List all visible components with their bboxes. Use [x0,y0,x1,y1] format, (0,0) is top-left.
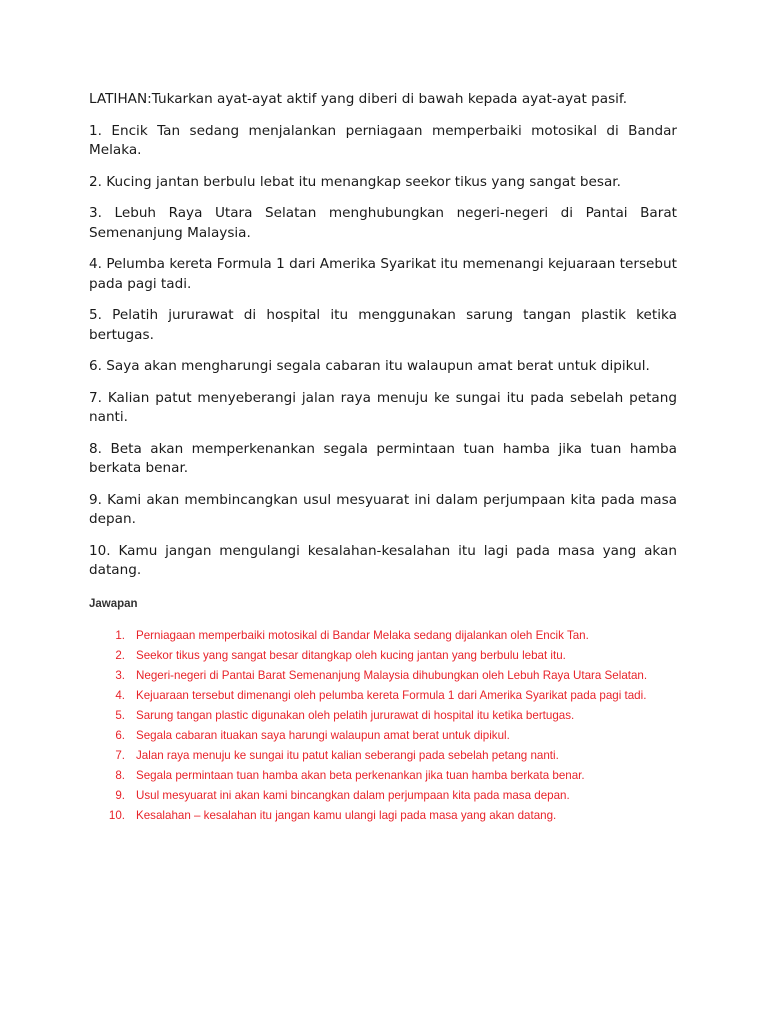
question-3: 3. Lebuh Raya Utara Selatan menghubungkan negeri-negeri di Pantai Barat Semenanjung Malaysia. [89,205,677,241]
question-6: 6. Saya akan mengharungi segala cabaran itu walaupun amat berat untuk dipikul. [89,358,650,374]
answer-text: Sarung tangan plastic digunakan oleh pelatih jururawat di hospital itu ketika bertugas. [136,709,575,722]
answer-text: Kejuaraan tersebut dimenangi oleh pelumba kereta Formula 1 dari Amerika Syarikat pada pagi tadi. [136,689,647,702]
answer-number: 9. [115,789,125,802]
answer-text: Negeri-negeri di Pantai Barat Semenanjung Malaysia dihubungkan oleh Lebuh Raya Utara Selatan. [136,669,648,682]
answer-item [89,626,679,646]
answer-number: 3. [115,669,125,682]
answer-number: 5. [115,709,125,722]
answer-text: Segala permintaan tuan hamba akan beta perkenankan jika tuan hamba berkata benar. [136,769,585,782]
answer-number: 6. [115,729,125,742]
exercise-section [89,90,677,593]
answers-list [89,626,679,826]
answer-text: Perniagaan memperbaiki motosikal di Bandar Melaka sedang dijalankan oleh Encik Tan. [136,629,589,642]
answer-text: Usul mesyuarat ini akan kami bincangkan dalam perjumpaan kita pada masa depan. [136,789,570,802]
answer-number: 4. [115,689,125,702]
answer-text: Segala cabaran ituakan saya harungi walaupun amat berat untuk dipikul. [136,729,510,742]
question-9: 9. Kami akan membincangkan usul mesyuarat ini dalam perjumpaan kita pada masa depan. [89,491,677,527]
question-4: 4. Pelumba kereta Formula 1 dari Amerika Syarikat itu memenangi kejuaraan tersebut pada pagi tadi. [89,256,677,292]
answer-item [89,806,679,826]
question-8: 8. Beta akan memperkenankan segala permintaan tuan hamba jika tuan hamba berkata benar. [89,440,677,476]
exercise-instruction: LATIHAN:Tukarkan ayat-ayat aktif yang diberi di bawah kepada ayat-ayat pasif. [89,91,628,107]
answer-item [89,646,679,666]
answer-text: Kesalahan – kesalahan itu jangan kamu ulangi lagi pada masa yang akan datang. [136,809,557,822]
answer-text: Jalan raya menuju ke sungai itu patut kalian seberangi pada sebelah petang nanti. [136,749,559,762]
answer-item [89,686,679,706]
question-5: 5. Pelatih jururawat di hospital itu menggunakan sarung tangan plastik ketika bertugas. [89,307,677,343]
answer-number: 7. [115,749,125,762]
answer-number: 8. [115,769,125,782]
answers-heading: Jawapan [89,598,138,610]
answer-item [89,786,679,806]
question-1: 1. Encik Tan sedang menjalankan perniagaan memperbaiki motosikal di Bandar Melaka. [89,122,677,158]
answer-number: 1. [115,629,125,642]
question-7: 7. Kalian patut menyeberangi jalan raya menuju ke sungai itu pada sebelah petang nanti. [89,389,677,425]
answer-number: 2. [115,649,125,662]
answer-item [89,666,679,686]
answer-number: 10. [108,809,125,822]
answer-item [89,726,679,746]
question-2: 2. Kucing jantan berbulu lebat itu menangkap seekor tikus yang sangat besar. [89,173,621,190]
question-10: 10. Kamu jangan mengulangi kesalahan-kesalahan itu lagi pada masa yang akan datang. [89,542,677,578]
answer-text: Seekor tikus yang sangat besar ditangkap oleh kucing jantan yang berbulu lebat itu. [136,649,566,662]
answer-item [89,746,679,766]
answer-item [89,766,679,786]
answer-item [89,706,679,726]
